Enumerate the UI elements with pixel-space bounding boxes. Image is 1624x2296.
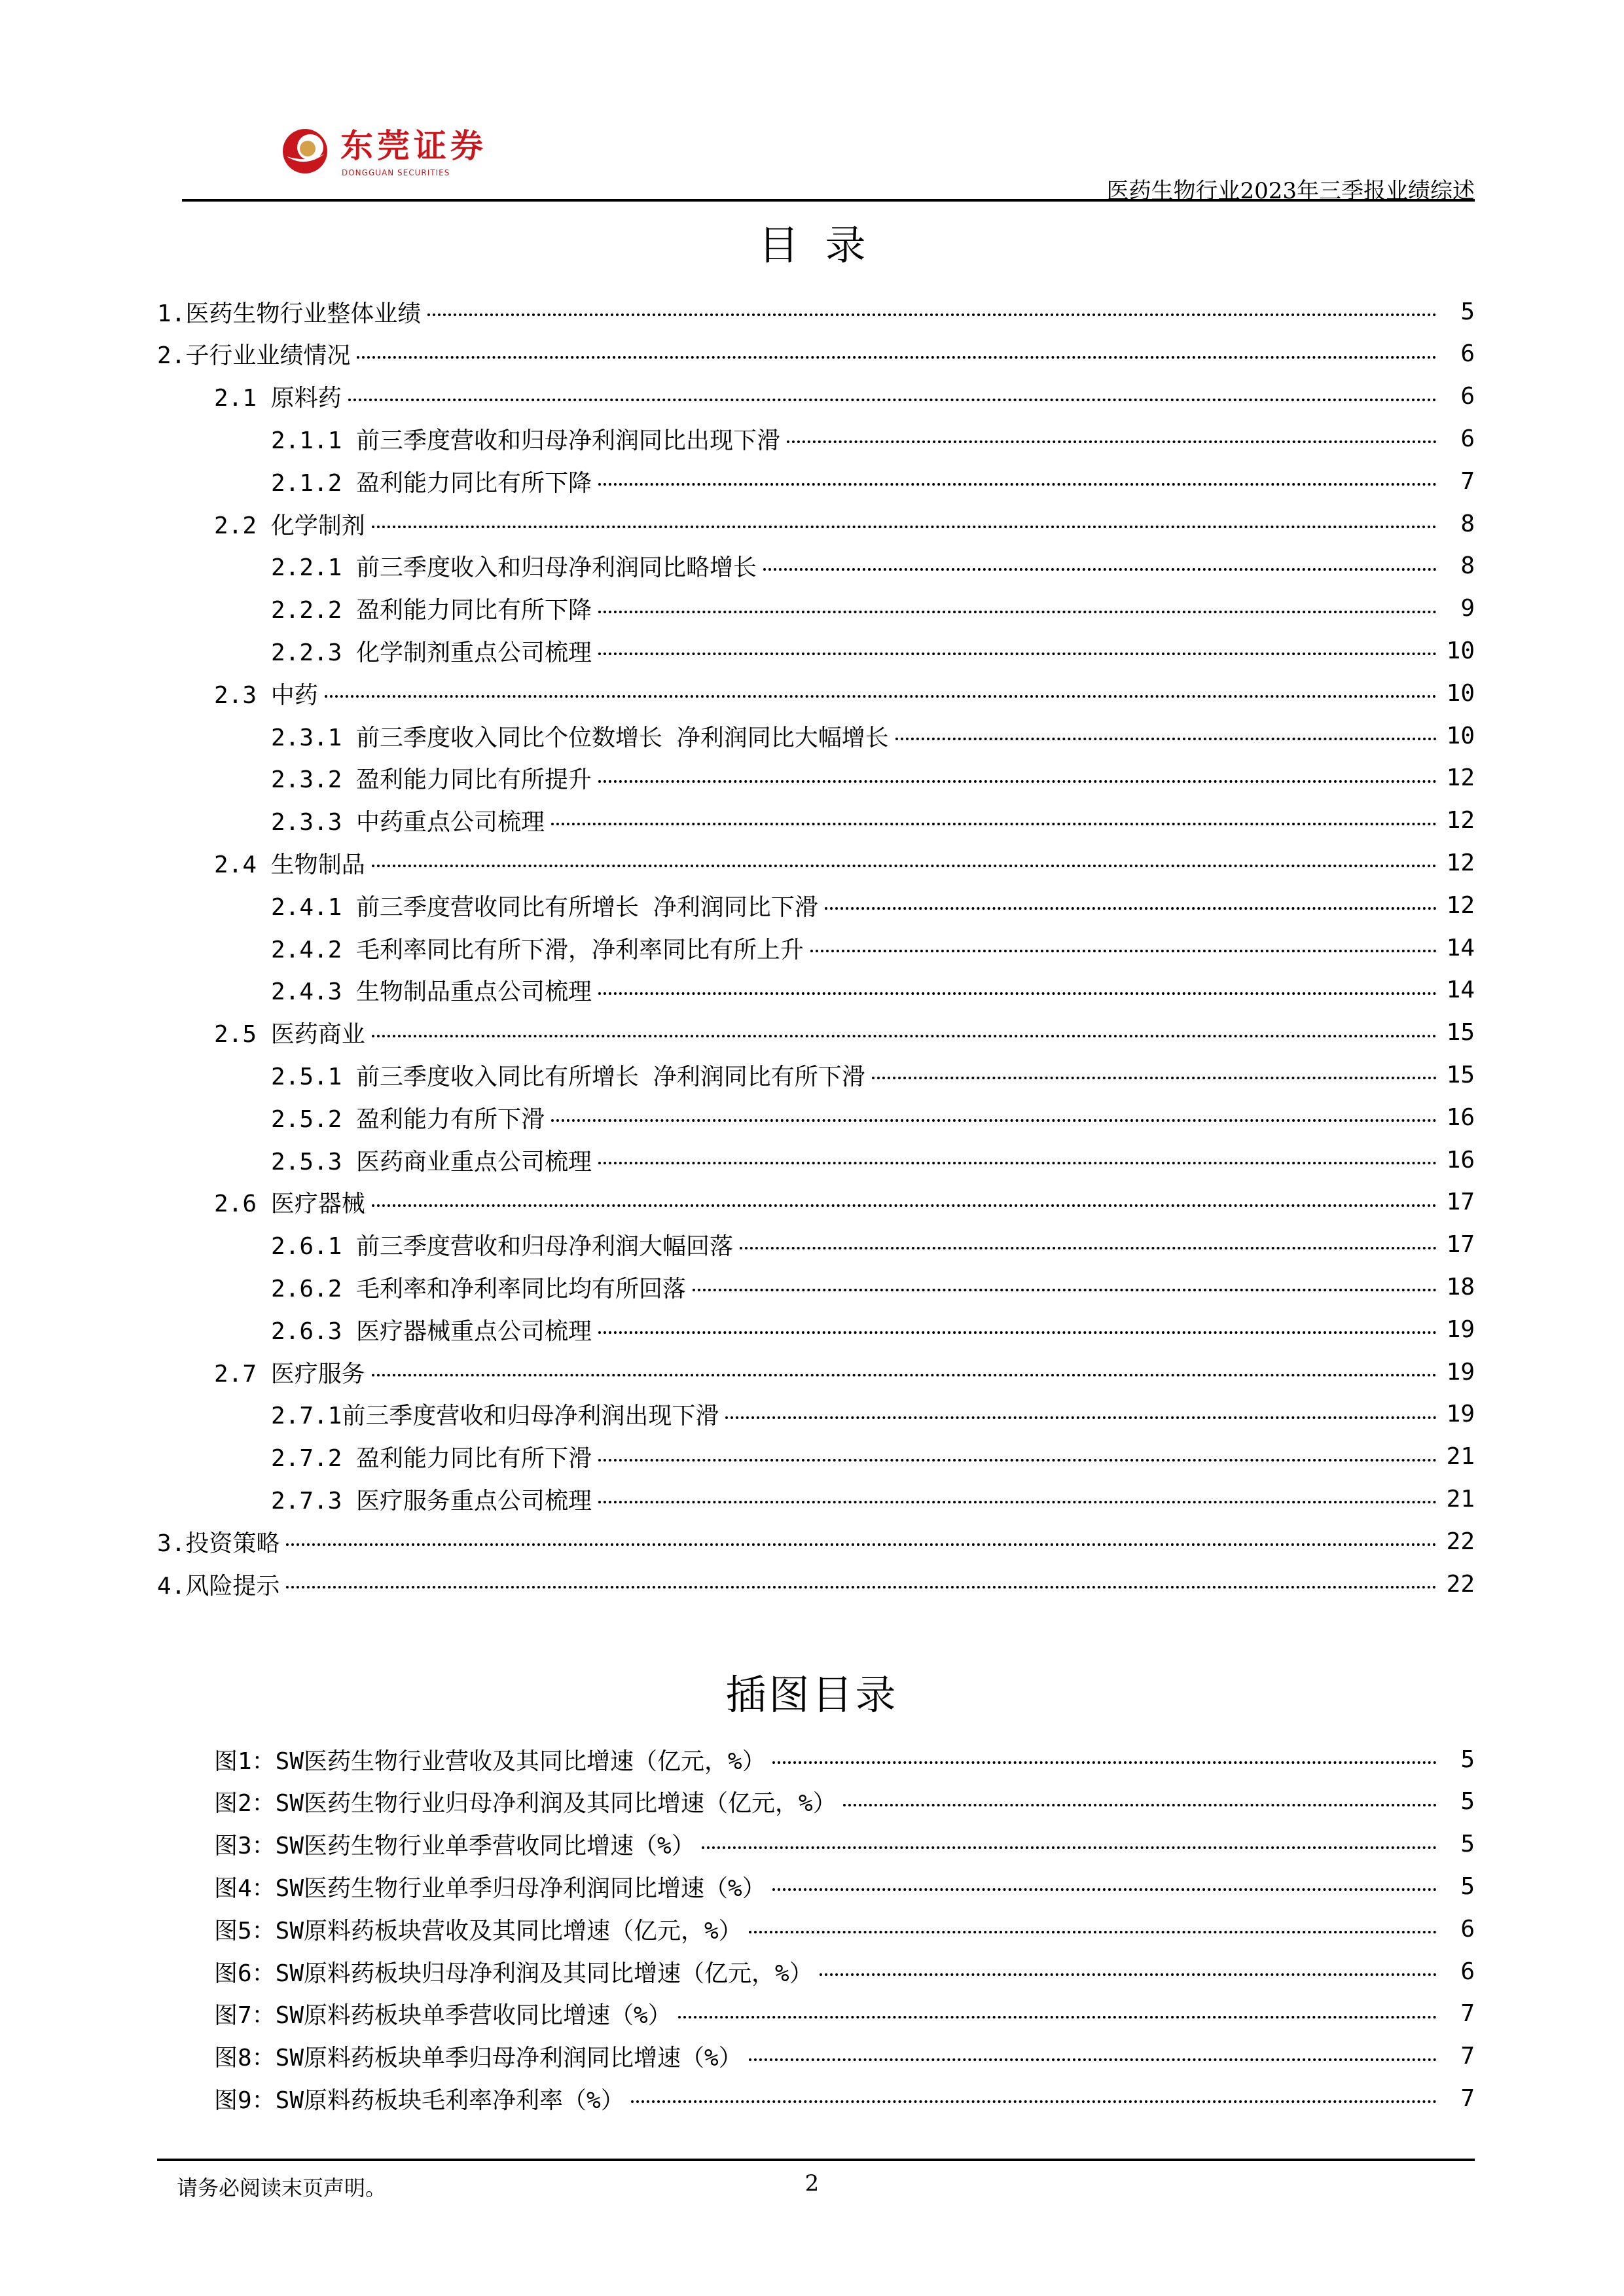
toc-entry-level3[interactable]: [271, 971, 1475, 1010]
dot-leader: [749, 1931, 1437, 1933]
dot-leader: [372, 1035, 1437, 1037]
report-title: 医药生物行业2023年三季报业绩综述: [1106, 178, 1475, 204]
dot-leader: [895, 738, 1437, 740]
entry-label: 2.3.1 前三季度收入同比个位数增长 净利润同比大幅增长: [271, 719, 893, 753]
entry-page-number: 5: [1460, 1746, 1475, 1773]
dot-leader: [872, 1077, 1437, 1079]
dot-leader: [598, 1162, 1437, 1164]
toc-entry-level2[interactable]: [214, 1013, 1475, 1052]
entry-page-number: 7: [1460, 467, 1475, 495]
entry-label: 2.4.1 前三季度营收同比有所增长 净利润同比下滑: [271, 889, 822, 922]
dot-leader: [772, 1888, 1437, 1891]
footer-divider: [157, 2159, 1475, 2161]
toc-entry-level3[interactable]: [271, 589, 1475, 628]
toc-entry-level2[interactable]: [214, 504, 1475, 543]
entry-label: 2.6.2 毛利率和净利率同比均有所回落: [271, 1270, 690, 1304]
entry-page-number: 5: [1460, 298, 1475, 325]
toc-entry-level3[interactable]: [271, 1310, 1475, 1349]
entry-page-number: 12: [1446, 807, 1475, 834]
entry-page-number: 10: [1446, 637, 1475, 664]
entry-label: 2.5.1 前三季度收入同比有所增长 净利润同比有所下滑: [271, 1058, 869, 1092]
entry-page-number: 12: [1446, 891, 1475, 919]
entry-page-number: 19: [1446, 1316, 1475, 1343]
entry-page-number: 9: [1460, 595, 1475, 622]
toc-entry-level3[interactable]: [271, 1225, 1475, 1265]
entry-page-number: 5: [1460, 1873, 1475, 1900]
figure-list-entry[interactable]: [214, 2037, 1475, 2076]
entry-label: 图2：SW医药生物行业归母净利润及其同比增速（亿元，%）: [214, 1785, 840, 1818]
entry-page-number: 5: [1460, 1831, 1475, 1858]
entry-label: 1.医药生物行业整体业绩: [157, 295, 425, 329]
entry-label: 2.5.2 盈利能力有所下滑: [271, 1101, 549, 1134]
dot-leader: [702, 1846, 1437, 1849]
entry-page-number: 10: [1446, 722, 1475, 749]
page-number: 2: [804, 2170, 820, 2197]
entry-page-number: 19: [1446, 1358, 1475, 1386]
dot-leader: [598, 1459, 1437, 1462]
dot-leader: [598, 992, 1437, 995]
toc-entry-level3[interactable]: [271, 461, 1475, 501]
dot-leader: [372, 865, 1437, 867]
toc-entry-level1[interactable]: [157, 292, 1475, 331]
entry-page-number: 8: [1460, 552, 1475, 580]
entry-label: 2.1 原料药: [214, 380, 346, 413]
toc-entry-level3[interactable]: [271, 801, 1475, 840]
entry-label: 2.3 中药: [214, 677, 322, 710]
entry-page-number: 14: [1446, 977, 1475, 1004]
toc-entry-level3[interactable]: [271, 1267, 1475, 1306]
dot-leader: [772, 1761, 1437, 1764]
toc-entry-level2[interactable]: [214, 377, 1475, 416]
entry-label: 图9：SW原料药板块毛利率净利率（%）: [214, 2082, 628, 2115]
entry-page-number: 12: [1446, 849, 1475, 876]
dot-leader: [843, 1804, 1437, 1806]
logo-chinese-name: 东莞证券: [340, 126, 487, 165]
entry-page-number: 22: [1446, 1570, 1475, 1598]
entry-label: 图5：SW原料药板块营收及其同比增速（亿元，%）: [214, 1912, 746, 1946]
figure-list-entry[interactable]: [214, 1867, 1475, 1906]
entry-label: 2.2.2 盈利能力同比有所下降: [271, 592, 596, 625]
toc-entry-level3[interactable]: [271, 1140, 1475, 1179]
entry-page-number: 17: [1446, 1189, 1475, 1216]
dot-leader: [678, 2016, 1437, 2018]
toc-entry-level1[interactable]: [157, 1522, 1475, 1561]
dot-leader: [551, 823, 1437, 825]
dot-leader: [325, 695, 1437, 698]
entry-page-number: 21: [1446, 1443, 1475, 1471]
entry-label: 2.7.1前三季度营收和归母净利润出现下滑: [271, 1397, 723, 1431]
toc-entry-level3[interactable]: [271, 1055, 1475, 1094]
figure-list-entry[interactable]: [214, 1825, 1475, 1864]
dot-leader: [427, 314, 1437, 316]
toc-entry-level3[interactable]: [271, 631, 1475, 670]
toc-entry-level3[interactable]: [271, 1098, 1475, 1137]
dongguan-logo-icon: [281, 128, 329, 175]
dot-leader: [598, 780, 1437, 783]
entry-label: 2.6.3 医疗器械重点公司梳理: [271, 1313, 596, 1346]
entry-label: 2.5.3 医药商业重点公司梳理: [271, 1143, 596, 1177]
dot-leader: [372, 1204, 1437, 1207]
entry-page-number: 7: [1460, 2043, 1475, 2070]
dot-leader: [372, 1374, 1437, 1376]
entry-page-number: 7: [1460, 2000, 1475, 2028]
entry-label: 2.2 化学制剂: [214, 507, 369, 541]
dot-leader: [787, 440, 1437, 443]
entry-page-number: 16: [1446, 1146, 1475, 1174]
toc-entry-level3[interactable]: [271, 1479, 1475, 1518]
figure-list-entry[interactable]: [214, 1952, 1475, 1991]
entry-page-number: 22: [1446, 1528, 1475, 1555]
entry-label: 2.子行业业绩情况: [157, 337, 354, 370]
entry-label: 2.1.1 前三季度营收和归母净利润同比出现下滑: [271, 422, 784, 456]
entry-label: 2.7.2 盈利能力同比有所下滑: [271, 1440, 596, 1473]
entry-page-number: 6: [1460, 1958, 1475, 1985]
disclaimer-note: 请务必阅读末页声明。: [177, 2176, 387, 2200]
entry-page-number: 16: [1446, 1103, 1475, 1131]
logo-english-name: DONGGUAN SECURITIES: [342, 168, 450, 177]
entry-page-number: 12: [1446, 764, 1475, 792]
entry-label: 2.6 医疗器械: [214, 1185, 369, 1219]
toc-entry-level3[interactable]: [271, 1395, 1475, 1434]
toc-heading: 目录: [758, 221, 892, 269]
entry-label: 3.投资策略: [157, 1525, 283, 1558]
entry-page-number: 15: [1446, 1019, 1475, 1047]
dot-leader: [286, 1543, 1437, 1546]
toc-entry-level1[interactable]: [157, 334, 1475, 374]
dot-leader: [810, 950, 1437, 952]
figure-list-entry[interactable]: [214, 2079, 1475, 2118]
entry-label: 2.2.3 化学制剂重点公司梳理: [271, 634, 596, 668]
entry-page-number: 5: [1460, 1788, 1475, 1816]
entry-label: 图7：SW原料药板块单季营收同比增速（%）: [214, 1997, 676, 2030]
dot-leader: [631, 2100, 1437, 2103]
entry-label: 2.2.1 前三季度收入和归母净利润同比略增长: [271, 549, 761, 583]
entry-label: 图8：SW原料药板块单季归母净利润同比增速（%）: [214, 2039, 746, 2073]
toc-entry-level3[interactable]: [271, 419, 1475, 458]
header-divider: [182, 199, 1475, 202]
toc-entry-level2[interactable]: [214, 673, 1475, 713]
entry-page-number: 8: [1460, 510, 1475, 537]
figure-list-heading: 插图目录: [725, 1671, 899, 1719]
entry-page-number: 7: [1460, 2085, 1475, 2112]
entry-label: 2.7.3 医疗服务重点公司梳理: [271, 1482, 596, 1516]
entry-page-number: 6: [1460, 1915, 1475, 1943]
dot-leader: [286, 1586, 1437, 1588]
entry-label: 图4：SW医药生物行业单季归母净利润同比增速（%）: [214, 1870, 770, 1903]
entry-label: 图1：SW医药生物行业营收及其同比增速（亿元，%）: [214, 1743, 770, 1776]
entry-label: 2.4.2 毛利率同比有所下滑，净利率同比有所上升: [271, 931, 808, 965]
entry-page-number: 15: [1446, 1061, 1475, 1088]
entry-label: 2.5 医药商业: [214, 1016, 369, 1049]
dot-leader: [598, 1501, 1437, 1503]
entry-page-number: 6: [1460, 340, 1475, 368]
toc-entry-level1[interactable]: [157, 1564, 1475, 1604]
dot-leader: [357, 356, 1437, 359]
toc-entry-level2[interactable]: [214, 1352, 1475, 1391]
entry-label: 2.4 生物制品: [214, 846, 369, 880]
entry-label: 2.6.1 前三季度营收和归母净利润大幅回落: [271, 1228, 737, 1261]
entry-label: 4.风险提示: [157, 1568, 283, 1601]
entry-label: 图3：SW医药生物行业单季营收同比增速（%）: [214, 1827, 699, 1861]
toc-entry-level3[interactable]: [271, 1437, 1475, 1477]
dot-leader: [820, 1973, 1437, 1976]
dot-leader: [693, 1289, 1437, 1291]
figure-list-entry[interactable]: [214, 1740, 1475, 1779]
toc-entry-level2[interactable]: [214, 1183, 1475, 1222]
dot-leader: [825, 907, 1437, 910]
dot-leader: [763, 568, 1437, 571]
figure-list-entry[interactable]: [214, 1782, 1475, 1821]
dot-leader: [598, 653, 1437, 655]
company-logo: [281, 128, 491, 187]
dot-leader: [598, 1331, 1437, 1334]
entry-page-number: 6: [1460, 383, 1475, 410]
toc-entry-level3[interactable]: [271, 759, 1475, 798]
dot-leader: [598, 483, 1437, 486]
entry-label: 2.3.3 中药重点公司梳理: [271, 804, 549, 837]
entry-page-number: 10: [1446, 679, 1475, 707]
toc-entry-level3[interactable]: [271, 547, 1475, 586]
entry-page-number: 19: [1446, 1401, 1475, 1428]
entry-page-number: 6: [1460, 425, 1475, 452]
entry-label: 2.7 医疗服务: [214, 1355, 369, 1389]
entry-label: 图6：SW原料药板块归母净利润及其同比增速（亿元，%）: [214, 1955, 817, 1988]
entry-page-number: 21: [1446, 1485, 1475, 1513]
dot-leader: [740, 1247, 1437, 1249]
entry-page-number: 17: [1446, 1231, 1475, 1259]
dot-leader: [725, 1416, 1437, 1419]
entry-label: 2.4.3 生物制品重点公司梳理: [271, 973, 596, 1007]
toc-entry-level3[interactable]: [271, 928, 1475, 967]
figure-list-entry[interactable]: [214, 1909, 1475, 1948]
dot-leader: [598, 611, 1437, 613]
dot-leader: [749, 2058, 1437, 2061]
entry-label: 2.1.2 盈利能力同比有所下降: [271, 465, 596, 498]
toc-entry-level2[interactable]: [214, 843, 1475, 882]
dot-leader: [348, 399, 1437, 401]
dot-leader: [372, 526, 1437, 528]
dot-leader: [551, 1119, 1437, 1122]
toc-entry-level3[interactable]: [271, 886, 1475, 925]
figure-list-entry[interactable]: [214, 1994, 1475, 2034]
entry-label: 2.3.2 盈利能力同比有所提升: [271, 761, 596, 795]
entry-page-number: 18: [1446, 1273, 1475, 1300]
entry-page-number: 14: [1446, 934, 1475, 961]
toc-entry-level3[interactable]: [271, 716, 1475, 755]
